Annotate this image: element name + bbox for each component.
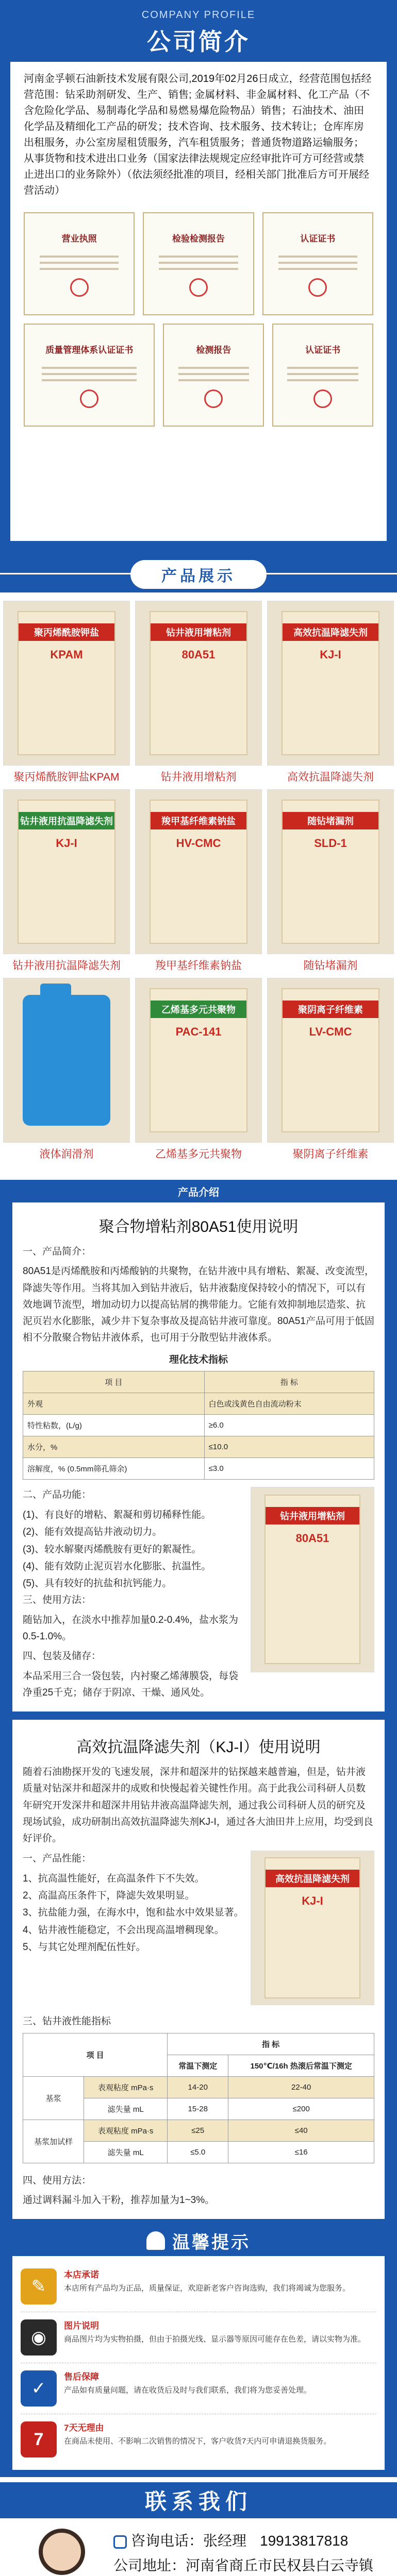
product-card[interactable] bbox=[135, 978, 262, 1161]
list-item: (4)、能有效防止泥页岩水化膨胀、抗温性。 bbox=[23, 1561, 211, 1572]
table-cell: 外观 bbox=[23, 1393, 205, 1414]
table-cell: 特性粘数，(L/g) bbox=[23, 1414, 205, 1436]
product-image[interactable] bbox=[135, 978, 262, 1143]
bag-label: 乙烯基多元共聚物 bbox=[151, 1001, 246, 1018]
list-item: (2)、能有效提高钻井液动切力。 bbox=[23, 1527, 162, 1538]
bag-model: KPAM bbox=[50, 648, 83, 662]
tips-header bbox=[0, 2225, 397, 2256]
table-cell: 14-20 bbox=[168, 2076, 228, 2098]
bag-label: 钻井液用抗温降滤失剂 bbox=[19, 812, 114, 829]
bag-model: 80A51 bbox=[295, 1532, 329, 1545]
product-card[interactable] bbox=[3, 789, 130, 973]
contact-title: 联系我们 bbox=[0, 2482, 397, 2518]
tip-heading: 本店承诺 bbox=[64, 2270, 99, 2280]
product-card[interactable] bbox=[267, 978, 394, 1161]
seal-icon bbox=[189, 278, 208, 297]
bag-label: 聚阴离子纤维素 bbox=[283, 1001, 378, 1018]
table-cell: 表观粘度 mPa·s bbox=[84, 2120, 168, 2141]
company-profile-section bbox=[0, 0, 397, 556]
customer-service-avatar bbox=[5, 2518, 119, 2576]
table-cell: 基浆加试样 bbox=[23, 2120, 84, 2163]
products-banner bbox=[0, 556, 397, 592]
doc-kj1 bbox=[0, 1711, 397, 2219]
doc-title: 高效抗温降滤失剂（KJ-I）使用说明 bbox=[76, 1739, 321, 1756]
tip-text: 在商品未使用、不影响二次销售的情况下，客户收货7天内可申请退换货服务。 bbox=[64, 2436, 332, 2446]
profile-title-en: COMPANY PROFILE bbox=[141, 9, 256, 21]
product-image[interactable] bbox=[267, 978, 394, 1143]
doc-paragraph: 通过调料漏斗加入干粉，推荐加量为1~3%。 bbox=[23, 2195, 215, 2206]
table-cell: ≥6.0 bbox=[204, 1414, 374, 1436]
return-icon: 7 bbox=[21, 2421, 57, 2458]
spec-table-title: 理化技术指标 bbox=[169, 1354, 228, 1365]
table-header-cell: 指 标 bbox=[168, 2033, 374, 2055]
doc-subheading: 四、使用方法： bbox=[23, 2175, 92, 2186]
table-cell: ≤200 bbox=[228, 2098, 374, 2120]
product-caption[interactable]: 液体润滑剂 bbox=[39, 1148, 94, 1160]
seal-icon bbox=[313, 389, 332, 408]
product-grid bbox=[3, 601, 394, 1161]
table-header-cell: 指 标 bbox=[204, 1371, 374, 1393]
bag-model: PAC-141 bbox=[175, 1025, 222, 1039]
list-item: 5、与其它处理剂配伍性好。 bbox=[23, 1941, 146, 1953]
intro-banner: 产品介绍 bbox=[0, 1180, 397, 1202]
doc-subheading: 三、使用方法： bbox=[23, 1595, 92, 1606]
certificate-title: 认证证书 bbox=[305, 345, 341, 355]
bag-label: 钻井液用增粘剂 bbox=[266, 1507, 359, 1524]
bag-label: 高效抗温降滤失剂 bbox=[266, 1870, 359, 1887]
tip-item bbox=[21, 2414, 376, 2465]
contact-phone[interactable]: 19913817818 bbox=[260, 2533, 349, 2549]
seal-icon bbox=[308, 278, 327, 297]
product-card[interactable] bbox=[135, 789, 262, 973]
bag-model: 80A51 bbox=[181, 648, 216, 662]
doc-paragraph: 随钻加入，在淡水中推荐加量0.2-0.4%，盐水浆为0.5-1.0%。 bbox=[23, 1614, 239, 1642]
doc-paragraph: 随着石油勘探开发的飞速发展，深井和超深井的钻探越来越普遍，但是，钻井液质量对钻深井和超深井的成败和快慢起着关键性作用。高于此我公司科研人员数年研究开发深井和超深井用钻井液高温降滤失剂，通过我公司科研人员的研究及现场试验，成功研制出高效抗温降滤失剂KJ-I，通过各大油田井上应用，均受到良好评价。 bbox=[23, 1767, 373, 1844]
certificate-title: 营业执照 bbox=[61, 233, 97, 244]
bag-model: KJ-I bbox=[320, 648, 341, 662]
list-item: (5)、具有较好的抗盐和抗钙能力。 bbox=[23, 1578, 172, 1589]
camera-icon: ◉ bbox=[21, 2319, 57, 2355]
products-banner-title: 产品展示 bbox=[130, 560, 267, 589]
product-image[interactable] bbox=[3, 789, 130, 954]
certificate-grid bbox=[24, 212, 373, 315]
product-caption[interactable]: 聚丙烯酰胺钾盐KPAM bbox=[13, 771, 120, 783]
tip-heading: 售后保障 bbox=[64, 2372, 99, 2382]
mud-performance-table bbox=[23, 2033, 374, 2163]
doc-paragraph: 80A51是丙烯酰胺和丙烯酸钠的共聚物，在钻井液中具有增粘、絮凝、改变流型，降滤失等作用。当将其加入到钻井液后，钻井液黏度保持较小的情况下，可以有效地调节流型，增加动切力以提高钻屑的携带能力。它能有效抑制地层造浆、抗泥页岩水化膨胀，减少井下复杂事故及提高钻井液可靠度。80A51产品可用于低固相不分散聚合物钻井液体系，也可用于分散型钻井液体系。 bbox=[23, 1266, 374, 1344]
product-card[interactable] bbox=[3, 601, 130, 784]
doc-title: 聚合物增粘剂80A51使用说明 bbox=[98, 1218, 299, 1235]
tip-text: 本店所有产品均为正品，质量保证，欢迎新老客户咨询选购，我们将竭诚为您服务。 bbox=[64, 2283, 351, 2293]
tips-title: 温馨提示 bbox=[172, 2232, 251, 2252]
table-cell: ≤3.0 bbox=[204, 1458, 374, 1479]
contact-address: 河南省商丘市民权县白云寺镇 bbox=[186, 2557, 374, 2574]
table-cell: 溶解度，% (0.5mm筛孔筛余) bbox=[23, 1458, 205, 1479]
products-section bbox=[0, 592, 397, 1180]
certificate-image bbox=[163, 324, 264, 427]
doc-80a51 bbox=[0, 1202, 397, 1711]
contact-info bbox=[113, 2529, 387, 2576]
product-card[interactable] bbox=[267, 601, 394, 784]
certificate-title: 检测报告 bbox=[196, 345, 231, 355]
tip-item bbox=[21, 2261, 376, 2312]
certificate-image bbox=[272, 324, 373, 427]
product-card[interactable] bbox=[135, 601, 262, 784]
table-cell: 水分，% bbox=[23, 1436, 205, 1458]
bell-icon bbox=[146, 2231, 165, 2250]
seal-icon bbox=[204, 389, 223, 408]
doc-subheading: 一、产品性能： bbox=[23, 1853, 92, 1864]
bag-label: 随钻堵漏剂 bbox=[283, 812, 378, 829]
list-item: 2、高温高压条件下，降滤失效果明显。 bbox=[23, 1890, 195, 1902]
table-header-cell: 常温下测定 bbox=[168, 2055, 228, 2076]
list-item: 4、钻井液性能稳定，不会出现高温增稠现象。 bbox=[23, 1924, 224, 1936]
product-caption[interactable]: 随钻堵漏剂 bbox=[303, 960, 358, 972]
table-cell: 表观粘度 mPa·s bbox=[84, 2076, 168, 2098]
bag-label: 羧甲基纤维素钠盐 bbox=[151, 812, 246, 829]
table-cell: 15-28 bbox=[168, 2098, 228, 2120]
certificate-image bbox=[24, 212, 135, 315]
product-caption[interactable]: 钻井液用抗温降滤失剂 bbox=[12, 960, 121, 972]
list-item: (1)、有良好的增粘、絮凝和剪切稀释性能。 bbox=[23, 1510, 211, 1521]
tip-item bbox=[21, 2312, 376, 2363]
contact-section bbox=[0, 2482, 397, 2576]
bag-model: KJ-I bbox=[302, 1894, 323, 1907]
list-item: 1、抗高温性能好，在高温条件下不失效。 bbox=[23, 1873, 205, 1884]
bag-label: 聚丙烯酰胺钾盐 bbox=[19, 623, 114, 641]
table-cell: ≤40 bbox=[228, 2120, 374, 2141]
product-caption[interactable]: 高效抗温降滤失剂 bbox=[287, 771, 374, 783]
seal-icon bbox=[70, 278, 89, 297]
seal-icon bbox=[80, 389, 98, 408]
phone-icon bbox=[113, 2535, 127, 2549]
table-cell: 白色或浅黄色自由流动粉末 bbox=[204, 1393, 374, 1414]
product-caption[interactable]: 钻井液用增粘剂 bbox=[160, 771, 237, 783]
product-image[interactable] bbox=[267, 789, 394, 954]
product-caption[interactable]: 聚阴离子纤维素 bbox=[292, 1148, 369, 1160]
certificate-title: 检验检测报告 bbox=[172, 233, 225, 244]
tip-heading: 7天无理由 bbox=[64, 2423, 104, 2433]
list-item: (3)、较水解聚丙烯酰胺有更好的絮凝性。 bbox=[23, 1544, 202, 1555]
table-cell: 滤失量 mL bbox=[84, 2141, 168, 2163]
doc-subheading: 三、钻井液性能指标 bbox=[23, 2015, 111, 2027]
table-header-cell: 项 目 bbox=[23, 1371, 205, 1393]
list-item: 3、抗盐能力强，在海水中，饱和盐水中效果显著。 bbox=[23, 1907, 244, 1919]
bag-model: KJ-I bbox=[56, 837, 77, 850]
tips-section bbox=[0, 2219, 397, 2477]
table-header-cell: 项 目 bbox=[23, 2033, 168, 2076]
table-cell: 滤失量 mL bbox=[84, 2098, 168, 2120]
tip-item bbox=[21, 2363, 376, 2414]
tips-list bbox=[12, 2256, 385, 2470]
product-image[interactable] bbox=[135, 601, 262, 766]
jerrycan-image bbox=[23, 995, 111, 1126]
table-cell: 基浆 bbox=[23, 2076, 84, 2120]
tip-heading: 图片说明 bbox=[64, 2321, 99, 2331]
product-image[interactable] bbox=[135, 789, 262, 954]
certificate-title: 认证证书 bbox=[300, 233, 336, 244]
product-image[interactable] bbox=[3, 978, 130, 1143]
table-cell: ≤5.0 bbox=[168, 2141, 228, 2163]
address-label: 公司地址： bbox=[113, 2557, 186, 2574]
doc-subheading: 二、产品功能： bbox=[23, 1489, 92, 1500]
bag-label: 高效抗温降滤失剂 bbox=[283, 623, 378, 641]
bag-model: SLD-1 bbox=[314, 837, 347, 850]
bag-model: HV-CMC bbox=[176, 837, 221, 850]
doc-subheading: 四、包装及储存： bbox=[23, 1651, 102, 1662]
certificate-title: 质量管理体系认证证书 bbox=[45, 345, 134, 355]
spec-table bbox=[23, 1371, 374, 1480]
doc-paragraph: 本品采用三合一袋包装，内衬聚乙烯薄膜袋，每袋净重25千克；储存于阴凉、干燥、通风处。 bbox=[23, 1670, 239, 1698]
product-image[interactable] bbox=[267, 601, 394, 766]
contact-person: 咨询电话：张经理 bbox=[131, 2533, 247, 2549]
product-caption[interactable]: 羧甲基纤维素钠盐 bbox=[155, 960, 242, 972]
table-cell: 22-40 bbox=[228, 2076, 374, 2098]
table-cell: ≤25 bbox=[168, 2120, 228, 2141]
bag-model: LV-CMC bbox=[309, 1025, 352, 1039]
table-header-cell: 150℃/16h 热滚后常温下测定 bbox=[228, 2055, 374, 2076]
certificate-image bbox=[262, 212, 373, 315]
table-cell: ≤10.0 bbox=[204, 1436, 374, 1458]
product-card[interactable] bbox=[3, 978, 130, 1161]
certificate-image bbox=[143, 212, 254, 315]
product-image[interactable] bbox=[3, 601, 130, 766]
note-icon: ✎ bbox=[21, 2268, 57, 2304]
bag-label: 钻井液用增粘剂 bbox=[151, 623, 246, 641]
product-bag-image bbox=[251, 1851, 374, 2005]
tip-text: 商品图片均为实物拍摄，但由于拍摄光线、显示器等原因可能存在色差，请以实物为准。 bbox=[64, 2334, 366, 2344]
certificate-grid-row2 bbox=[24, 324, 373, 427]
doc-subheading: 一、产品简介： bbox=[23, 1246, 92, 1257]
table-cell: ≤16 bbox=[228, 2141, 374, 2163]
product-caption[interactable]: 乙烯基多元共聚物 bbox=[155, 1148, 242, 1160]
tip-text: 产品如有质量问题，请在收货后及时与我们联系，我们将为您妥善处理。 bbox=[64, 2385, 312, 2395]
product-bag-image bbox=[251, 1487, 374, 1672]
profile-card bbox=[10, 62, 387, 541]
profile-description: 河南金孚顿石油新技术发展有限公司,2019年02月26日成立，经营范围包括经营范围：钻采助剂研发、生产、销售; 金属材料、非金属材料、化工产品（不含危险化学品、易制毒化学品和易燃易爆危险物品）销售；石油技术、油田化学品及精细化工产品的研发；技术咨询、技术服务、技术转让；仓库库房出租服务，办公室房屋租赁服务，汽车租赁服务；普通货物道路运输服务；从事货物和技术进出口业务（国家法律法规规定应经审批许可方可经营或禁止进出口的业务除外）（依法须经批准的项目，经相关部门批准后方可开展经营活动） bbox=[24, 73, 372, 196]
certificate-image bbox=[24, 324, 155, 427]
profile-title-cn: 公司简介 bbox=[147, 28, 250, 55]
shield-icon: ✓ bbox=[21, 2370, 57, 2406]
product-card[interactable] bbox=[267, 789, 394, 973]
